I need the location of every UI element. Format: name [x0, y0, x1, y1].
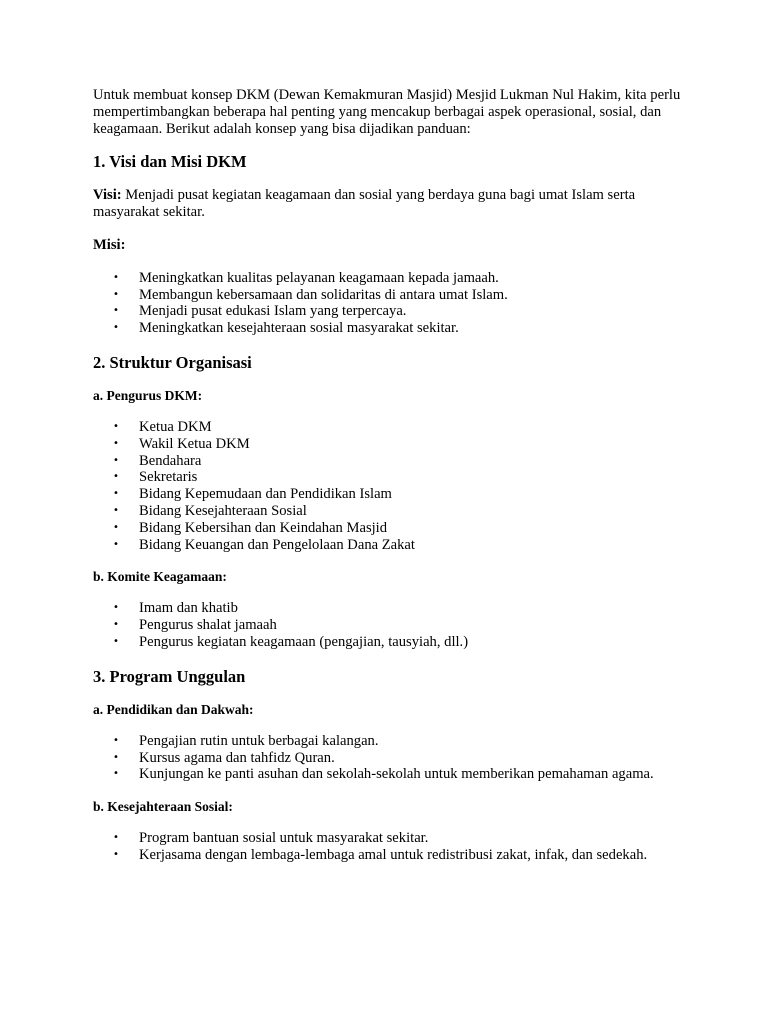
misi-label: Misi: [93, 236, 126, 253]
bullet-icon: • [113, 602, 119, 614]
list-item-text: Pengurus shalat jamaah [139, 617, 277, 634]
visi-label: Visi: [93, 187, 122, 204]
list-item [93, 320, 683, 337]
bullet-icon: • [113, 454, 119, 466]
bullet-icon: • [113, 437, 119, 449]
document-page [93, 87, 683, 880]
bullet-icon: • [113, 619, 119, 631]
list-item-text: Kunjungan ke panti asuhan dan sekolah-sekolah untuk memberikan pemahaman agama. [139, 766, 654, 783]
bullet-icon: • [113, 322, 119, 334]
list-item-text: Imam dan khatib [139, 600, 238, 617]
list-item [93, 419, 683, 436]
list-item-text: Bidang Kebersihan dan Keindahan Masjid [139, 519, 388, 536]
list-item [93, 847, 683, 864]
bullet-icon: • [113, 488, 119, 500]
misi-list [93, 270, 683, 337]
list-item [93, 270, 683, 287]
list-item-text: Meningkatkan kualitas pelayanan keagamaan kepada jamaah. [139, 269, 499, 286]
bullet-icon: • [113, 734, 119, 746]
bullet-icon: • [113, 538, 119, 550]
intro-paragraph: Untuk membuat konsep DKM (Dewan Kemakmuran Masjid) Mesjid Lukman Nul Hakim, kita perlu mempertimbangkan beberapa hal penting yang mencakup berbagai aspek operasional, sosial, dan keagamaan. Berikut adalah konsep yang bisa dijadikan panduan: [93, 87, 681, 137]
bullet-icon: • [113, 305, 119, 317]
list-item-text: Kursus agama dan tahfidz Quran. [139, 749, 335, 766]
bullet-icon: • [113, 768, 119, 780]
list-item [93, 520, 683, 537]
list-item [93, 287, 683, 304]
list-item-text: Bidang Keuangan dan Pengelolaan Dana Zakat [139, 536, 415, 553]
bullet-icon: • [113, 521, 119, 533]
bullet-icon: • [113, 848, 119, 860]
list-item-text: Program bantuan sosial untuk masyarakat sekitar. [139, 830, 429, 847]
subheading-komite: b. Komite Keagamaan: [93, 569, 227, 585]
section-heading-struktur: 2. Struktur Organisasi [93, 352, 252, 372]
list-item [93, 733, 683, 750]
list-item [93, 453, 683, 470]
list-item [93, 600, 683, 617]
bullet-icon: • [113, 751, 119, 763]
list-item [93, 469, 683, 486]
list-item-text: Membangun kebersamaan dan solidaritas di antara umat Islam. [139, 286, 508, 303]
subheading-kesejahteraan: b. Kesejahteraan Sosial: [93, 799, 233, 815]
list-item-text: Sekretaris [139, 469, 198, 486]
list-item [93, 537, 683, 554]
visi-text: Menjadi pusat kegiatan keagamaan dan sosial yang berdaya guna bagi umat Islam serta masyarakat sekitar. [93, 187, 636, 221]
list-item [93, 830, 683, 847]
list-item [93, 750, 683, 767]
list-item-text: Wakil Ketua DKM [139, 435, 250, 452]
pendidikan-list [93, 733, 683, 783]
section-heading-visi-misi: 1. Visi dan Misi DKM [93, 152, 247, 172]
list-item-text: Bendahara [139, 452, 202, 469]
list-item-text: Pengajian rutin untuk berbagai kalangan. [139, 732, 379, 749]
bullet-icon: • [113, 471, 119, 483]
list-item [93, 617, 683, 634]
list-item-text: Bidang Kepemudaan dan Pendidikan Islam [139, 486, 392, 503]
misi-label-paragraph [93, 237, 683, 254]
list-item [93, 634, 683, 651]
visi-paragraph [93, 187, 683, 221]
list-item-text: Ketua DKM [139, 418, 212, 435]
bullet-icon: • [113, 832, 119, 844]
kesejahteraan-list [93, 830, 683, 864]
bullet-icon: • [113, 635, 119, 647]
list-item [93, 303, 683, 320]
list-item-text: Bidang Kesejahteraan Sosial [139, 502, 307, 519]
list-item [93, 486, 683, 503]
list-item-text: Pengurus kegiatan keagamaan (pengajian, tausyiah, dll.) [139, 633, 469, 650]
subheading-pendidikan: a. Pendidikan dan Dakwah: [93, 701, 254, 717]
list-item [93, 436, 683, 453]
list-item-text: Kerjasama dengan lembaga-lembaga amal untuk redistribusi zakat, infak, dan sedekah. [139, 846, 648, 863]
section-heading-program: 3. Program Unggulan [93, 666, 246, 686]
bullet-icon: • [113, 288, 119, 300]
subheading-pengurus: a. Pengurus DKM: [93, 387, 203, 403]
bullet-icon: • [113, 504, 119, 516]
bullet-icon: • [113, 271, 119, 283]
list-item-text: Meningkatkan kesejahteraan sosial masyarakat sekitar. [139, 320, 459, 337]
list-item-text: Menjadi pusat edukasi Islam yang terpercaya. [139, 303, 407, 320]
bullet-icon: • [113, 420, 119, 432]
komite-list [93, 600, 683, 650]
pengurus-list [93, 419, 683, 553]
list-item [93, 766, 683, 783]
list-item [93, 503, 683, 520]
